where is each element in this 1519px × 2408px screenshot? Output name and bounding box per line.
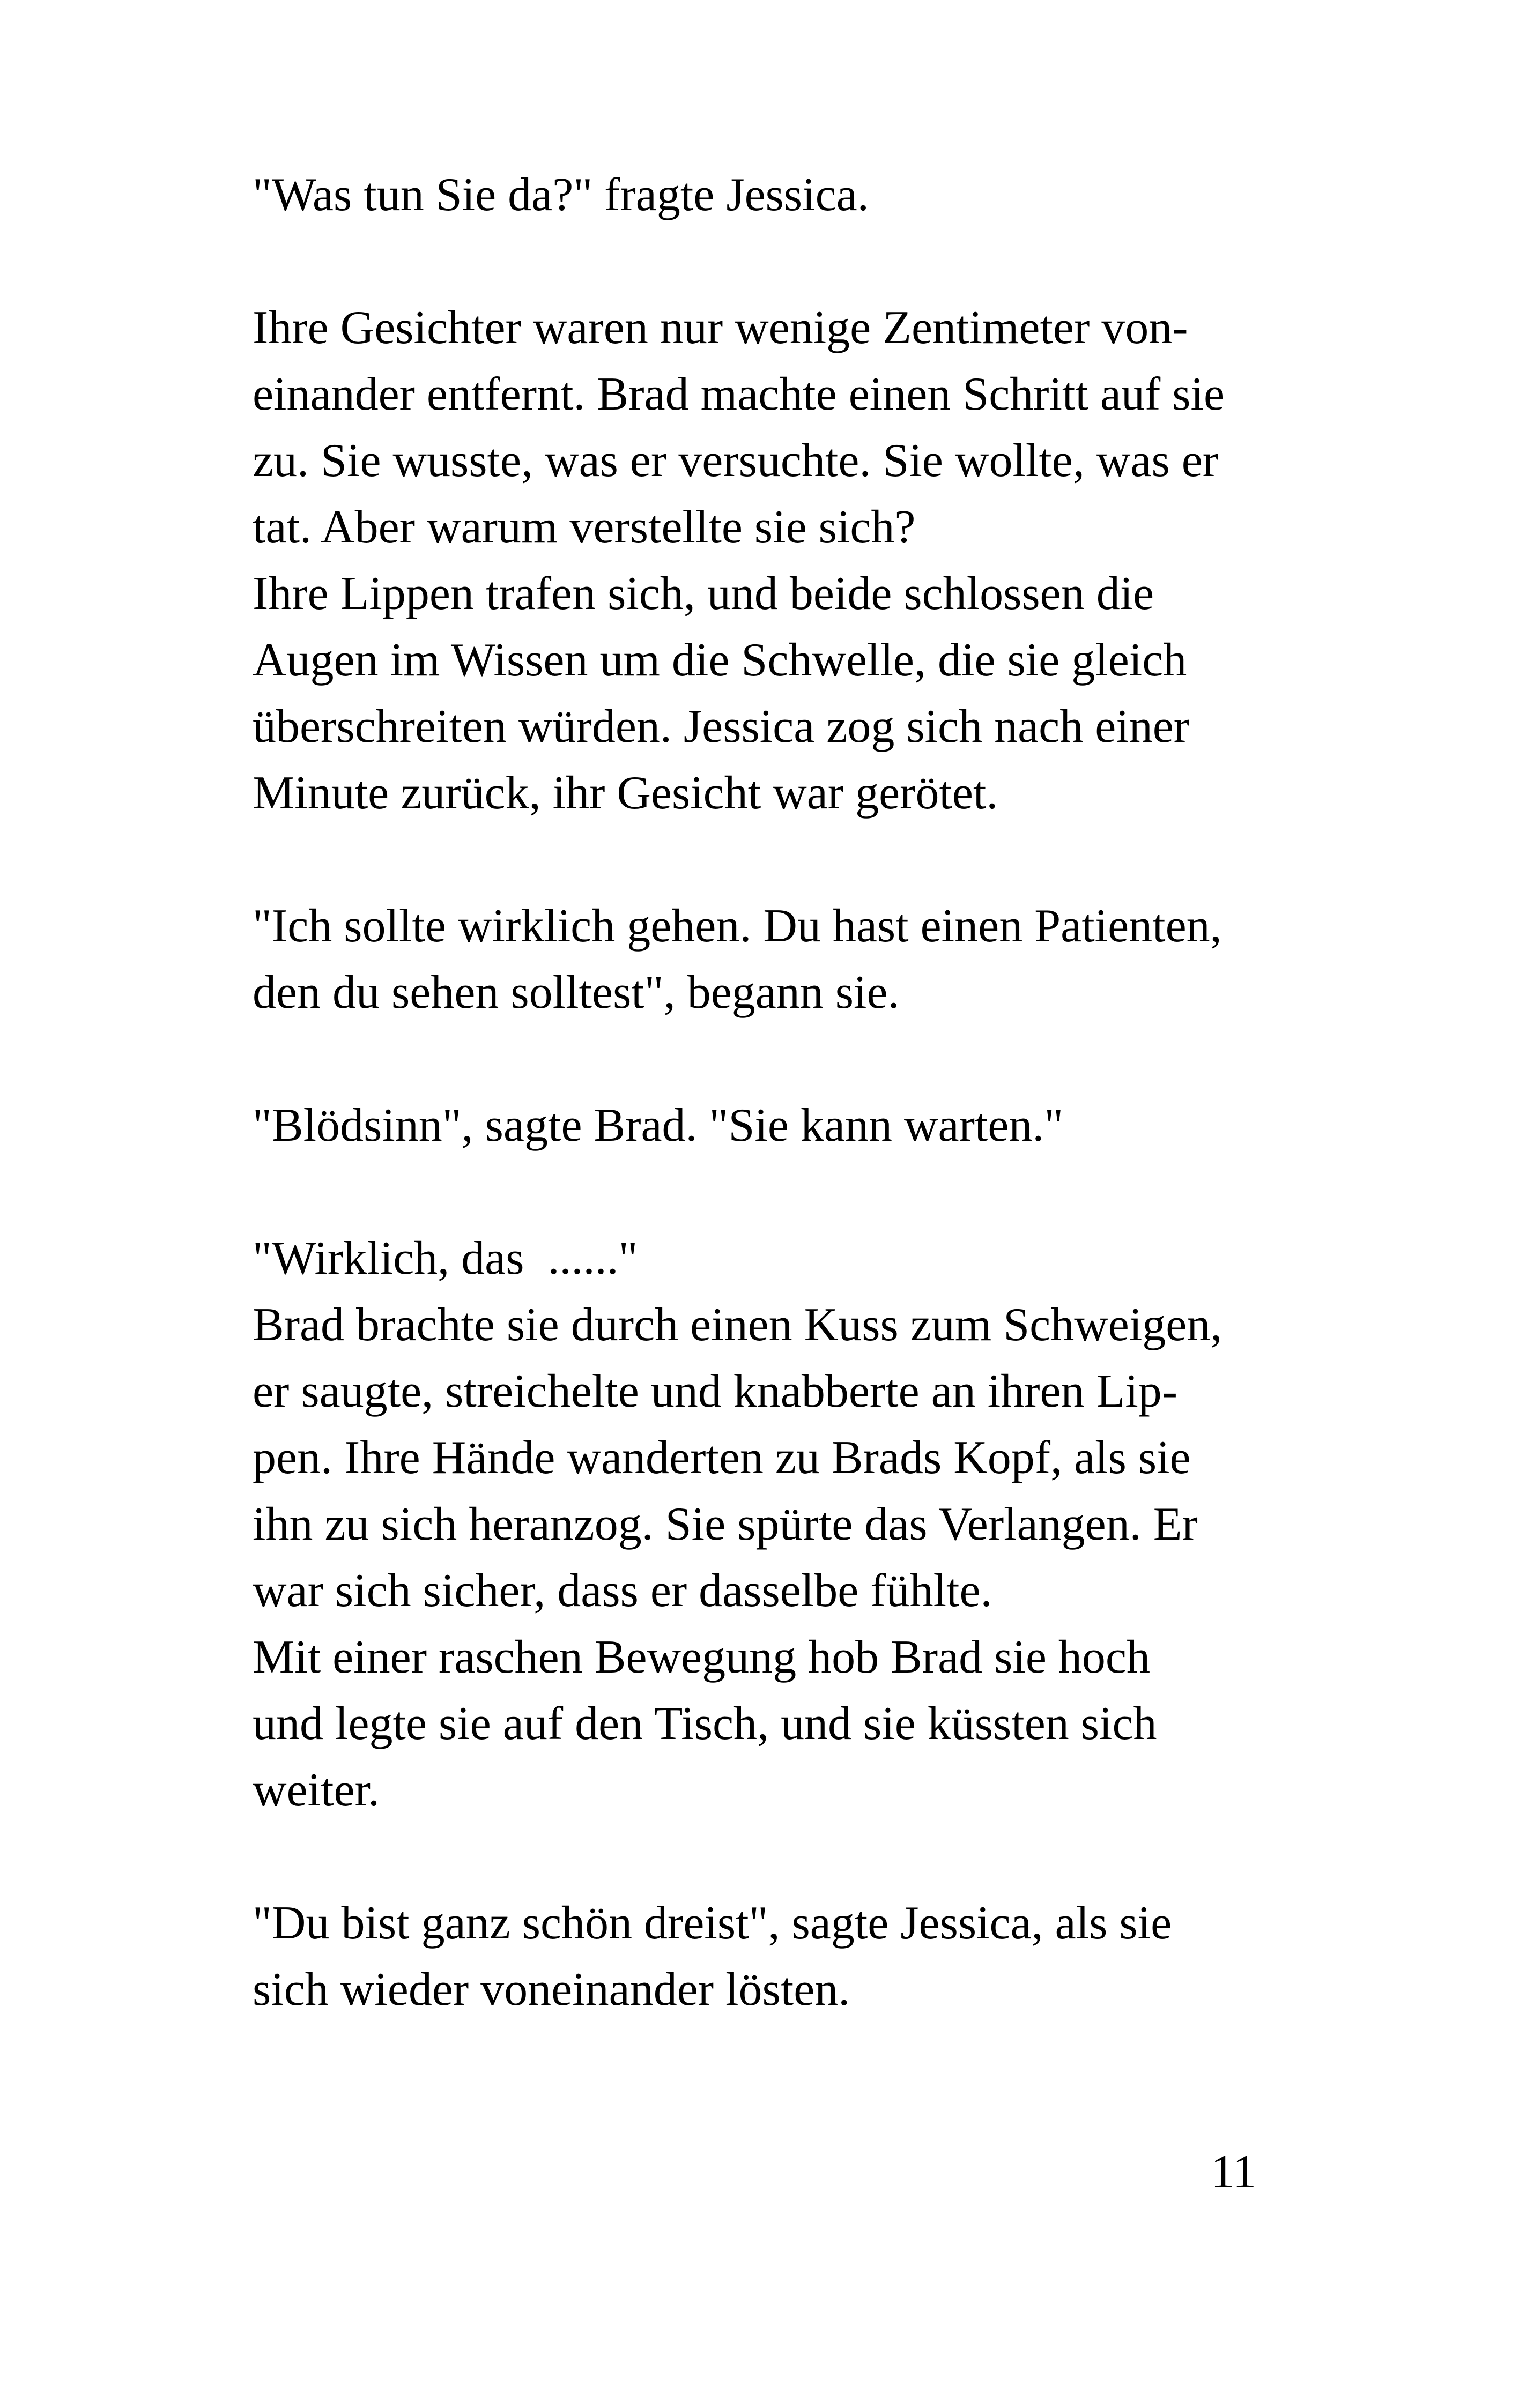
paragraph-gap [253,1824,1325,1890]
text-line: Brad brachte sie durch einen Kuss zum Schweigen, [253,1299,1222,1351]
paragraph [253,1225,1325,1824]
text-line: tat. Aber warum verstellte sie sich? [253,501,916,553]
text-line: Mit einer raschen Bewegung hob Brad sie hoch [253,1631,1150,1683]
paragraph [253,1092,1325,1159]
text-line: pen. Ihre Hände wanderten zu Brads Kopf, als sie [253,1432,1191,1484]
text-line: Augen im Wissen um die Schwelle, die sie gleich [253,634,1187,686]
paragraph-gap [253,1026,1325,1092]
text-line: zu. Sie wusste, was er versuchte. Sie wollte, was er [253,435,1219,487]
page-number: 11 [1211,2146,1256,2198]
paragraph [253,162,1325,228]
text-line: Minute zurück, ihr Gesicht war gerötet. [253,767,998,819]
body-text [253,162,1325,2023]
text-line: "Du bist ganz schön dreist", sagte Jessica, als sie [253,1897,1172,1949]
paragraph-gap [253,228,1325,295]
text-line: "Blödsinn", sagte Brad. "Sie kann warten." [253,1099,1064,1151]
text-line: Ihre Gesichter waren nur wenige Zentimeter von- [253,302,1188,354]
paragraph-gap [253,1159,1325,1225]
text-line: einander entfernt. Brad machte einen Schritt auf sie [253,368,1225,420]
text-line: und legte sie auf den Tisch, und sie küssten sich [253,1698,1157,1750]
text-line: Ihre Lippen trafen sich, und beide schlossen die [253,568,1154,620]
text-line: "Wirklich, das ......" [253,1232,638,1284]
text-line: er saugte, streichelte und knabberte an ihren Lip- [253,1365,1178,1417]
text-line: ihn zu sich heranzog. Sie spürte das Verlangen. Er [253,1498,1198,1550]
paragraph [253,1890,1325,2023]
text-line: überschreiten würden. Jessica zog sich nach einer [253,701,1190,753]
text-line: war sich sicher, dass er dasselbe fühlte. [253,1565,992,1617]
text-line: "Was tun Sie da?" fragte Jessica. [253,169,869,221]
text-line: den du sehen solltest", begann sie. [253,967,900,1019]
text-line: sich wieder voneinander lösten. [253,1964,850,2016]
text-line: weiter. [253,1764,380,1816]
paragraph [253,893,1325,1026]
text-line: "Ich sollte wirklich gehen. Du hast einen Patienten, [253,900,1222,952]
paragraph [253,295,1325,827]
paragraph-gap [253,827,1325,893]
